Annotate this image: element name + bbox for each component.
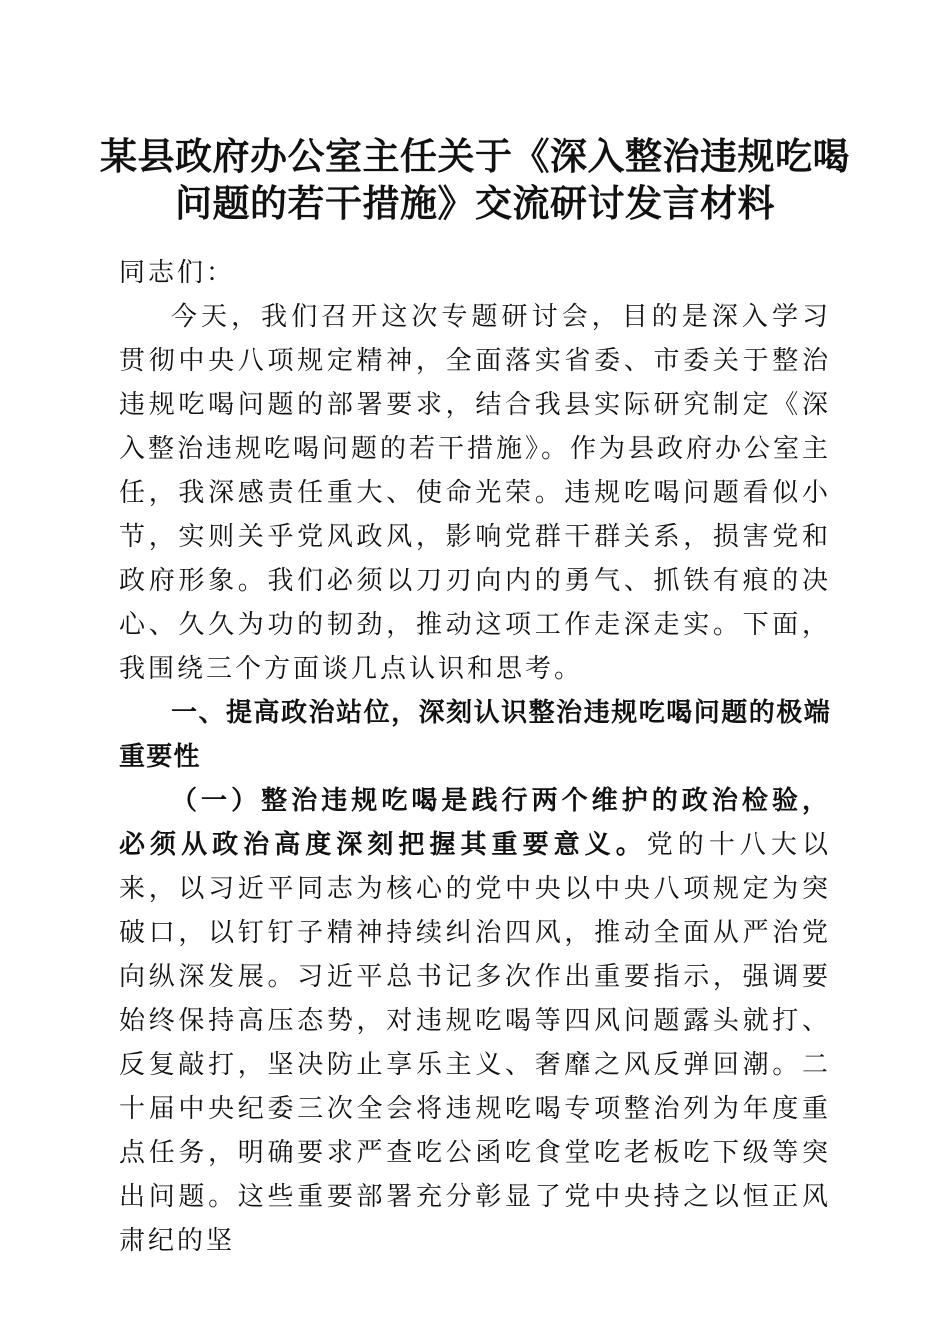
subsection-1-lead: （一）整治违规吃喝是践行两个维护的政治检验，必须从政治高度深刻把握其重要意义。 bbox=[119, 786, 831, 860]
paragraph-intro: 今天，我们召开这次专题研讨会，目的是深入学习贯彻中央八项规定精神，全面落实省委、市委关于整治违规吃喝问题的部署要求，结合我县实际研究制定《深入整治违规吃喝问题的若干措施》。作为县政府办公室主任，我深感责任重大、使命光荣。违规吃喝问题看似小节，实则关乎党风政风，影响党群干群关系，损害党和政府形象。我们必须以刀刃向内的勇气、抓铁有痕的决心、久久为功的韧劲，推动这项工作走深走实。下面，我围绕三个方面谈几点认识和思考。 bbox=[119, 302, 832, 684]
title-line-1: 某县政府办公室主任关于《深入整治违规吃喝 bbox=[100, 134, 850, 178]
document-body bbox=[119, 251, 831, 1263]
title-line-2: 问题的若干措施》交流研讨发言材料 bbox=[175, 181, 775, 225]
paragraph-subsection-1 bbox=[119, 779, 831, 1263]
subsection-1-body: 党的十八大以来，以习近平同志为核心的党中央以中央八项规定为突破口，以钉钉子精神持续纠治四风，推动全面从严治党向纵深发展。习近平总书记多次作出重要指示，强调要始终保持高压态势，对违规吃喝等四风问题露头就打、反复敲打，坚决防止享乐主义、奢靡之风反弹回潮。二十届中央纪委三次全会将违规吃喝专项整治列为年度重点任务，明确要求严查吃公函吃食堂吃老板吃下级等突出问题。这些重要部署充分彰显了党中央持之以恒正风肃纪的坚 bbox=[119, 830, 831, 1256]
document-title bbox=[90, 133, 860, 227]
greeting: 同志们： bbox=[119, 258, 236, 288]
section-heading-1: 一、提高政治站位，深刻认识整治违规吃喝问题的极端重要性 bbox=[119, 698, 831, 772]
